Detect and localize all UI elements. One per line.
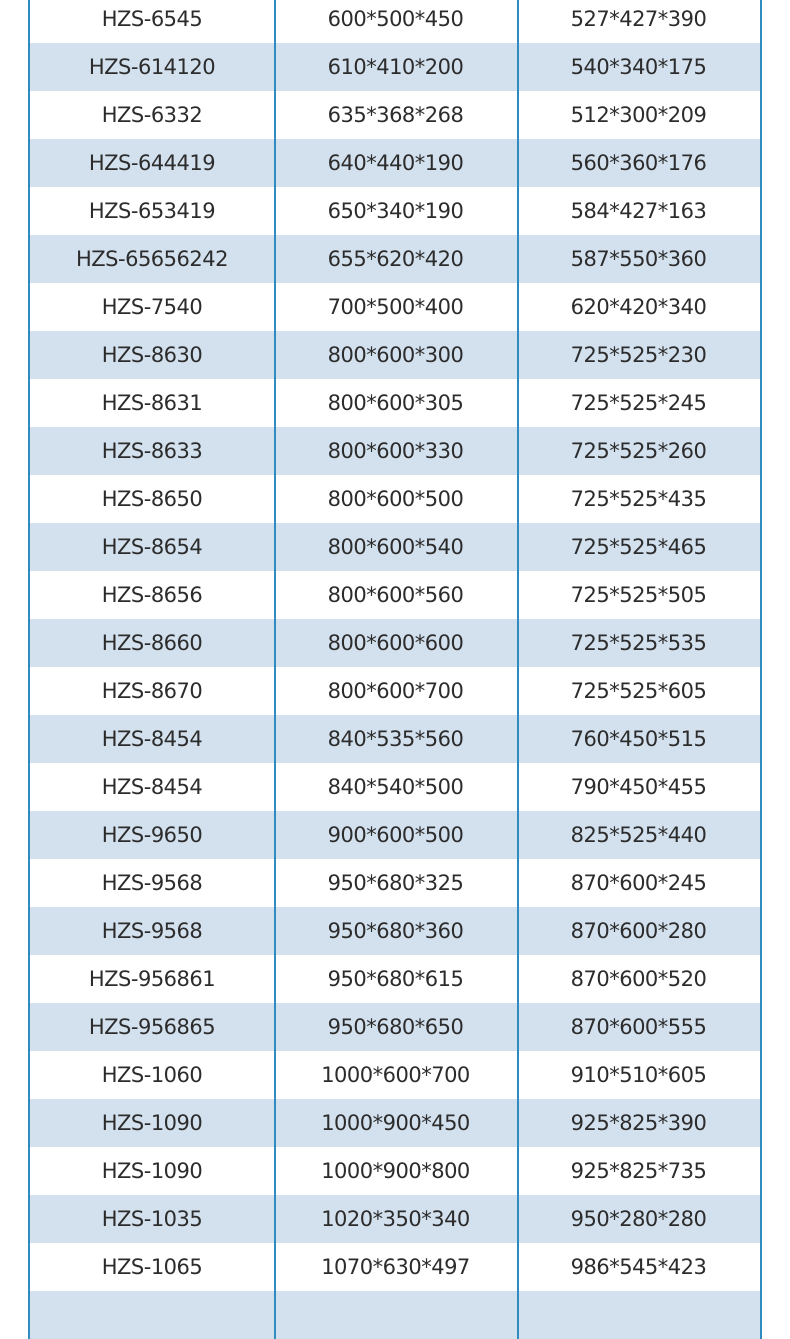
model-cell: HZS-956865 — [88, 1015, 216, 1039]
inner-size-cell: 560*360*176 — [570, 151, 707, 175]
inner-size-cell: 584*427*163 — [570, 199, 707, 223]
outer-size-cell: 840*540*500 — [327, 775, 464, 799]
outer-size-cell: 700*500*400 — [327, 295, 464, 319]
model-cell: HZS-65656242 — [76, 247, 228, 271]
model-cell: HZS-956861 — [88, 967, 216, 991]
inner-size-cell: 790*450*455 — [570, 775, 707, 799]
outer-size-cell: 950*680*325 — [327, 871, 464, 895]
column-divider — [274, 0, 276, 1339]
model-cell: HZS-9568 — [101, 919, 203, 943]
inner-size-cell: 725*525*605 — [570, 679, 707, 703]
table-row — [30, 91, 760, 139]
table-row — [30, 43, 760, 91]
model-cell: HZS-1090 — [101, 1159, 203, 1183]
outer-size-cell: 800*600*540 — [327, 535, 464, 559]
table-row — [30, 907, 760, 955]
outer-size-cell: 1020*350*340 — [321, 1207, 470, 1231]
outer-size-cell: 1070*630*497 — [321, 1255, 470, 1279]
table-row — [30, 811, 760, 859]
table-row — [30, 1051, 760, 1099]
model-cell: HZS-614120 — [88, 55, 216, 79]
outer-size-cell: 950*680*650 — [327, 1015, 464, 1039]
inner-size-cell: 725*525*245 — [570, 391, 707, 415]
model-cell: HZS-1090 — [101, 1111, 203, 1135]
model-cell — [30, 1291, 274, 1339]
model-cell: HZS-8656 — [101, 583, 203, 607]
table-row — [30, 859, 760, 907]
model-cell: HZS-8454 — [101, 727, 203, 751]
inner-size-cell: 986*545*423 — [570, 1255, 707, 1279]
table-row — [30, 139, 760, 187]
table-row — [30, 475, 760, 523]
inner-size-cell: 725*525*465 — [570, 535, 707, 559]
model-cell: HZS-7540 — [101, 295, 203, 319]
model-cell: HZS-8654 — [101, 535, 203, 559]
table-row — [30, 571, 760, 619]
outer-size-cell — [274, 1291, 517, 1339]
inner-size-cell: 870*600*555 — [570, 1015, 707, 1039]
inner-size-cell: 725*525*260 — [570, 439, 707, 463]
model-cell: HZS-8670 — [101, 679, 203, 703]
table-row — [30, 955, 760, 1003]
outer-size-cell: 640*440*190 — [327, 151, 464, 175]
outer-size-cell: 800*600*560 — [327, 583, 464, 607]
model-cell: HZS-8631 — [101, 391, 203, 415]
model-cell: HZS-6545 — [101, 7, 203, 31]
table-row — [30, 379, 760, 427]
inner-size-cell: 950*280*280 — [570, 1207, 707, 1231]
model-cell: HZS-9650 — [101, 823, 203, 847]
table-row — [30, 1003, 760, 1051]
outer-size-cell: 635*368*268 — [327, 103, 464, 127]
model-cell: HZS-1035 — [101, 1207, 203, 1231]
outer-size-cell: 800*600*600 — [327, 631, 464, 655]
outer-size-cell: 800*600*300 — [327, 343, 464, 367]
model-cell: HZS-8650 — [101, 487, 203, 511]
inner-size-cell: 870*600*245 — [570, 871, 707, 895]
outer-size-cell: 800*600*700 — [327, 679, 464, 703]
inner-size-cell: 910*510*605 — [570, 1063, 707, 1087]
model-cell: HZS-8633 — [101, 439, 203, 463]
inner-size-cell: 512*300*209 — [570, 103, 707, 127]
table-row — [30, 0, 760, 43]
inner-size-cell: 527*427*390 — [570, 7, 707, 31]
inner-size-cell: 620*420*340 — [570, 295, 707, 319]
outer-size-cell: 950*680*360 — [327, 919, 464, 943]
inner-size-cell: 587*550*360 — [570, 247, 707, 271]
table-row — [30, 187, 760, 235]
table-row — [30, 619, 760, 667]
table-row — [30, 1243, 760, 1291]
model-cell: HZS-6332 — [101, 103, 203, 127]
table-row — [30, 283, 760, 331]
table-row — [30, 763, 760, 811]
table-row — [30, 667, 760, 715]
outer-size-cell: 840*535*560 — [327, 727, 464, 751]
model-cell: HZS-1060 — [101, 1063, 203, 1087]
outer-size-cell: 800*600*305 — [327, 391, 464, 415]
outer-size-cell: 600*500*450 — [327, 7, 464, 31]
model-cell: HZS-8630 — [101, 343, 203, 367]
outer-size-cell: 800*600*330 — [327, 439, 464, 463]
table-row — [30, 331, 760, 379]
table-row — [30, 1195, 760, 1243]
outer-size-cell: 900*600*500 — [327, 823, 464, 847]
column-divider — [517, 0, 519, 1339]
outer-size-cell: 1000*900*450 — [321, 1111, 470, 1135]
inner-size-cell: 540*340*175 — [570, 55, 707, 79]
model-cell: HZS-653419 — [88, 199, 216, 223]
inner-size-cell — [517, 1291, 760, 1339]
outer-size-cell: 1000*600*700 — [321, 1063, 470, 1087]
outer-size-cell: 650*340*190 — [327, 199, 464, 223]
table-row — [30, 1291, 760, 1339]
outer-size-cell: 800*600*500 — [327, 487, 464, 511]
model-cell: HZS-9568 — [101, 871, 203, 895]
inner-size-cell: 725*525*535 — [570, 631, 707, 655]
inner-size-cell: 725*525*435 — [570, 487, 707, 511]
inner-size-cell: 760*450*515 — [570, 727, 707, 751]
inner-size-cell: 925*825*735 — [570, 1159, 707, 1183]
inner-size-cell: 725*525*505 — [570, 583, 707, 607]
inner-size-cell: 825*525*440 — [570, 823, 707, 847]
model-cell: HZS-1065 — [101, 1255, 203, 1279]
table-row — [30, 1099, 760, 1147]
table-row — [30, 235, 760, 283]
outer-size-cell: 950*680*615 — [327, 967, 464, 991]
model-cell: HZS-8454 — [101, 775, 203, 799]
outer-size-cell: 1000*900*800 — [321, 1159, 470, 1183]
dimensions-table — [28, 0, 762, 1339]
inner-size-cell: 725*525*230 — [570, 343, 707, 367]
model-cell: HZS-644419 — [88, 151, 216, 175]
outer-size-cell: 610*410*200 — [327, 55, 464, 79]
outer-size-cell: 655*620*420 — [327, 247, 464, 271]
inner-size-cell: 925*825*390 — [570, 1111, 707, 1135]
table-row — [30, 523, 760, 571]
model-cell: HZS-8660 — [101, 631, 203, 655]
inner-size-cell: 870*600*520 — [570, 967, 707, 991]
table-row — [30, 1147, 760, 1195]
table-row — [30, 427, 760, 475]
inner-size-cell: 870*600*280 — [570, 919, 707, 943]
table-row — [30, 715, 760, 763]
